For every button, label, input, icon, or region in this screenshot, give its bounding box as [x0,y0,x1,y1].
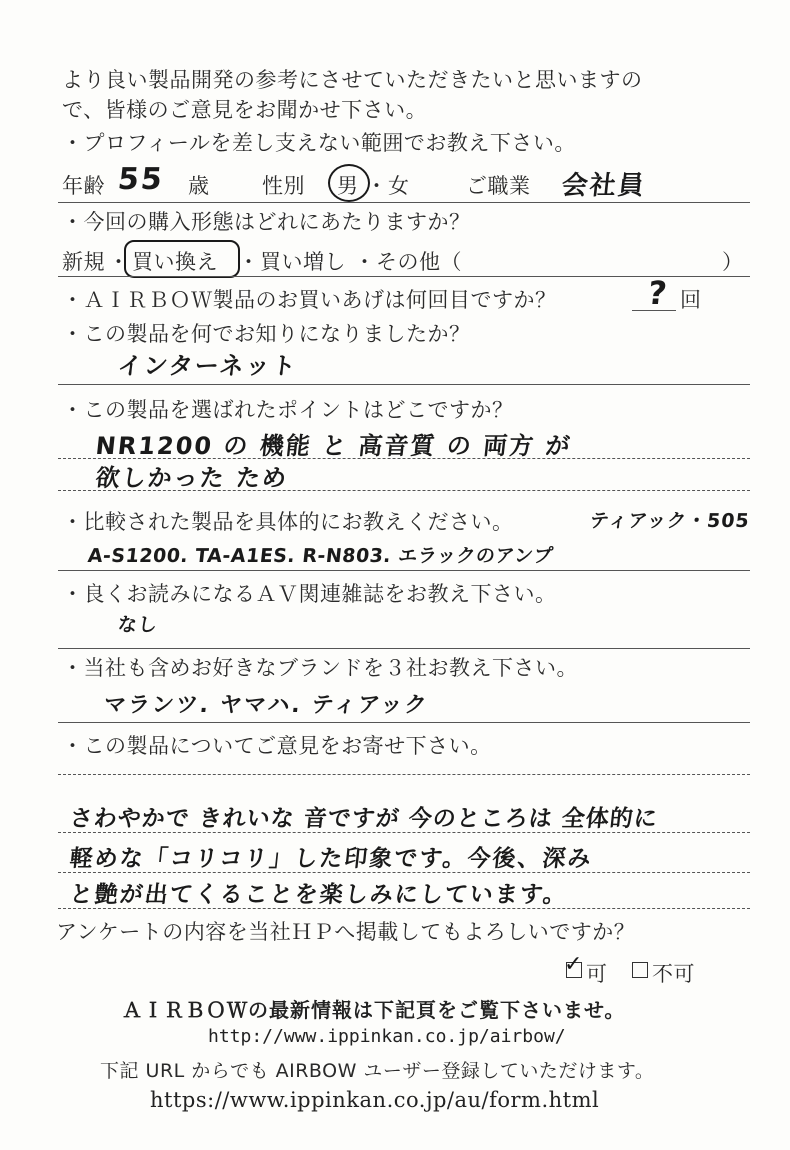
divider [58,648,750,649]
register-text: 下記 URL からでも AIRBOW ユーザー登録していただけます。 [100,1060,655,1082]
answer-line [58,774,750,775]
purchase-option-additional[interactable]: 買い増し [260,250,346,274]
gender-male-option[interactable]: 男 [337,174,359,198]
reason-question: ・この製品を選ばれたポイントはどこですか？ [62,398,514,422]
brands-answer[interactable]: マランツ. ヤマハ. ティアック [102,693,430,718]
airbow-url-link[interactable]: http://www.ippinkan.co.jp/airbow/ [208,1026,566,1047]
publish-no-label: 不可 [652,962,695,986]
purchase-count-question: ・ＡＩＲＢＯＷ製品のお買いあげは何回目ですか？ [62,288,557,312]
opinion-question: ・この製品についてご意見をお寄せ下さい。 [62,734,492,758]
answer-underline [632,310,676,311]
purchase-option-other[interactable]: その他（ [376,250,462,274]
answer-line [58,490,750,491]
magazine-question: ・良くお読みになるＡＶ関連雑誌をお教え下さい。 [62,582,557,606]
reason-answer-line-1[interactable]: NR1200 の 機能 と 高音質 の 両方 が [94,432,574,460]
job-answer[interactable]: 会社員 [560,171,648,201]
purchase-separator: ・ [354,250,376,274]
close-paren: ） [722,250,744,274]
age-unit: 歳 [188,174,210,198]
profile-question: ・プロフィールを差し支えない範囲でお教え下さい。 [62,131,576,155]
publish-question: アンケートの内容を当社ＨＰへ掲載してもよろしいですか？ [56,920,636,944]
purchase-count-unit: 回 [680,288,702,312]
registration-url-link[interactable]: https://www.ippinkan.co.jp/au/form.html [150,1088,600,1112]
how-known-question: ・この製品を何でお知りになりましたか？ [62,322,471,346]
purchase-type-question: ・今回の購入形態はどれにあたりますか？ [62,210,471,234]
compared-answer-inline[interactable]: ティアック・505 [588,510,751,532]
gender-selection-circle [328,164,370,202]
job-label: ご職業 [466,174,531,198]
purchase-count-answer[interactable]: ? [646,274,671,312]
answer-line [58,908,750,909]
brands-question: ・当社も含めお好きなブランドを３社お教え下さい。 [62,656,578,680]
gender-separator: ・ [366,174,388,198]
intro-line-1: より良い製品開発の参考にさせていただきたいと思いますの [62,68,643,92]
opinion-answer-line-1[interactable]: さわやかで きれいな 音ですが 今のところは 全体的に [68,806,660,832]
purchase-option-new[interactable]: 新規 [62,250,105,274]
publish-yes-label: 可 [586,962,608,986]
purchase-option-replace[interactable]: 買い換え [132,250,218,274]
magazine-answer[interactable]: なし [116,614,160,636]
compared-answer-line-2[interactable]: A-S1200. TA-A1ES. R-N803. エラックのアンプ [86,545,555,567]
opinion-answer-line-2[interactable]: 軽めな「コリコリ」した印象です。今後、深み [68,846,594,872]
answer-line [58,872,750,873]
intro-line-2: で、皆様のご意見をお聞かせ下さい。 [62,98,428,122]
divider [58,570,750,571]
purchase-selection-circle [124,240,240,278]
purchase-separator: ・ [238,250,260,274]
divider [58,384,750,385]
compared-question: ・比較された製品を具体的にお教えください。 [62,510,514,534]
age-answer[interactable]: 55 [116,162,166,197]
answer-line [58,832,750,833]
how-known-answer[interactable]: インターネット [116,352,300,380]
publish-no-checkbox[interactable] [632,962,648,978]
gender-label: 性別 [262,174,305,198]
age-label: 年齢 [62,174,105,198]
purchase-separator: ・ [108,250,130,274]
latest-info-text: ＡＩＲＢＯＷの最新情報は下記頁をご覧下さいませ。 [122,998,626,1022]
divider [58,202,750,203]
divider [58,722,750,723]
gender-female-option[interactable]: 女 [388,174,410,198]
reason-answer-line-2[interactable]: 欲しかった ため [94,464,290,492]
divider [58,276,750,277]
opinion-answer-line-3[interactable]: と艶が出てくることを楽しみにしています。 [68,882,570,908]
check-mark-icon: ✓ [564,952,583,977]
